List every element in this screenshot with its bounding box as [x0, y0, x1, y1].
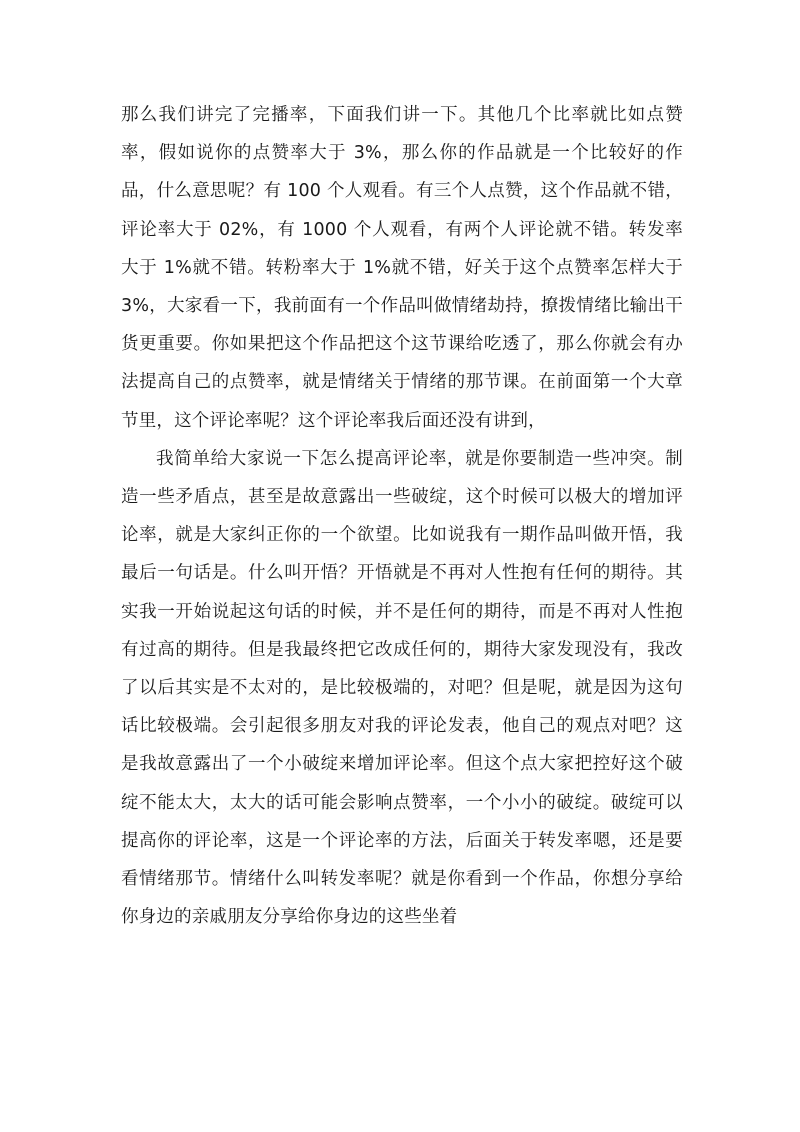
paragraph-1: 那么我们讲完了完播率，下面我们讲一下。其他几个比率就比如点赞率，假如说你的点赞率大于 3%，那么你的作品就是一个比较好的作品，什么意思呢？有 100 个人观看。有三个人点赞，这个作品就不错，评论率大于 02%，有 1000 个人观看，有两个人评论就不错。转发率大于 1%就不错。转粉率大于 1%就不错，好关于这个点赞率怎样大于 3%，大家看一下，我前面有一个作品叫做情绪劫持，撩拨情绪比输出干货更重要。你如果把这个作品把这个这节课给吃透了，那么你就会有办法提高自己的点赞率，就是情绪关于情绪的那节课。在前面第一个大章节里，这个评论率呢？这个评论率我后面还没有讲到，: [121, 105, 683, 431]
paragraph-2: 我简单给大家说一下怎么提高评论率，就是你要制造一些冲突。制造一些矛盾点，甚至是故意露出一些破绽，这个时候可以极大的增加评论率，就是大家纠正你的一个欲望。比如说我有一期作品叫做开悟，我最后一句话是。什么叫开悟？开悟就是不再对人性抱有任何的期待。其实我一开始说起这句话的时候，并不是任何的期待，而是不再对人性抱有过高的期待。但是我最终把它改成任何的，期待大家发现没有，我改了以后其实是不太对的，是比较极端的，对吧？但是呢，就是因为这句话比较极端。会引起很多朋友对我的评论发表，他自己的观点对吧？这是我故意露出了一个小破绽来增加评论率。但这个点大家把控好这个破绽不能太大，太大的话可能会影响点赞率，一个小小的破绽。破绽可以提高你的评论率，这是一个评论率的方法，后面关于转发率嗯，还是要看情绪那节。情绪什么叫转发率呢？就是你看到一个作品，你想分享给你身边的亲戚朋友分享给你身边的这些坐着: [121, 448, 683, 928]
document-body: [121, 96, 683, 936]
